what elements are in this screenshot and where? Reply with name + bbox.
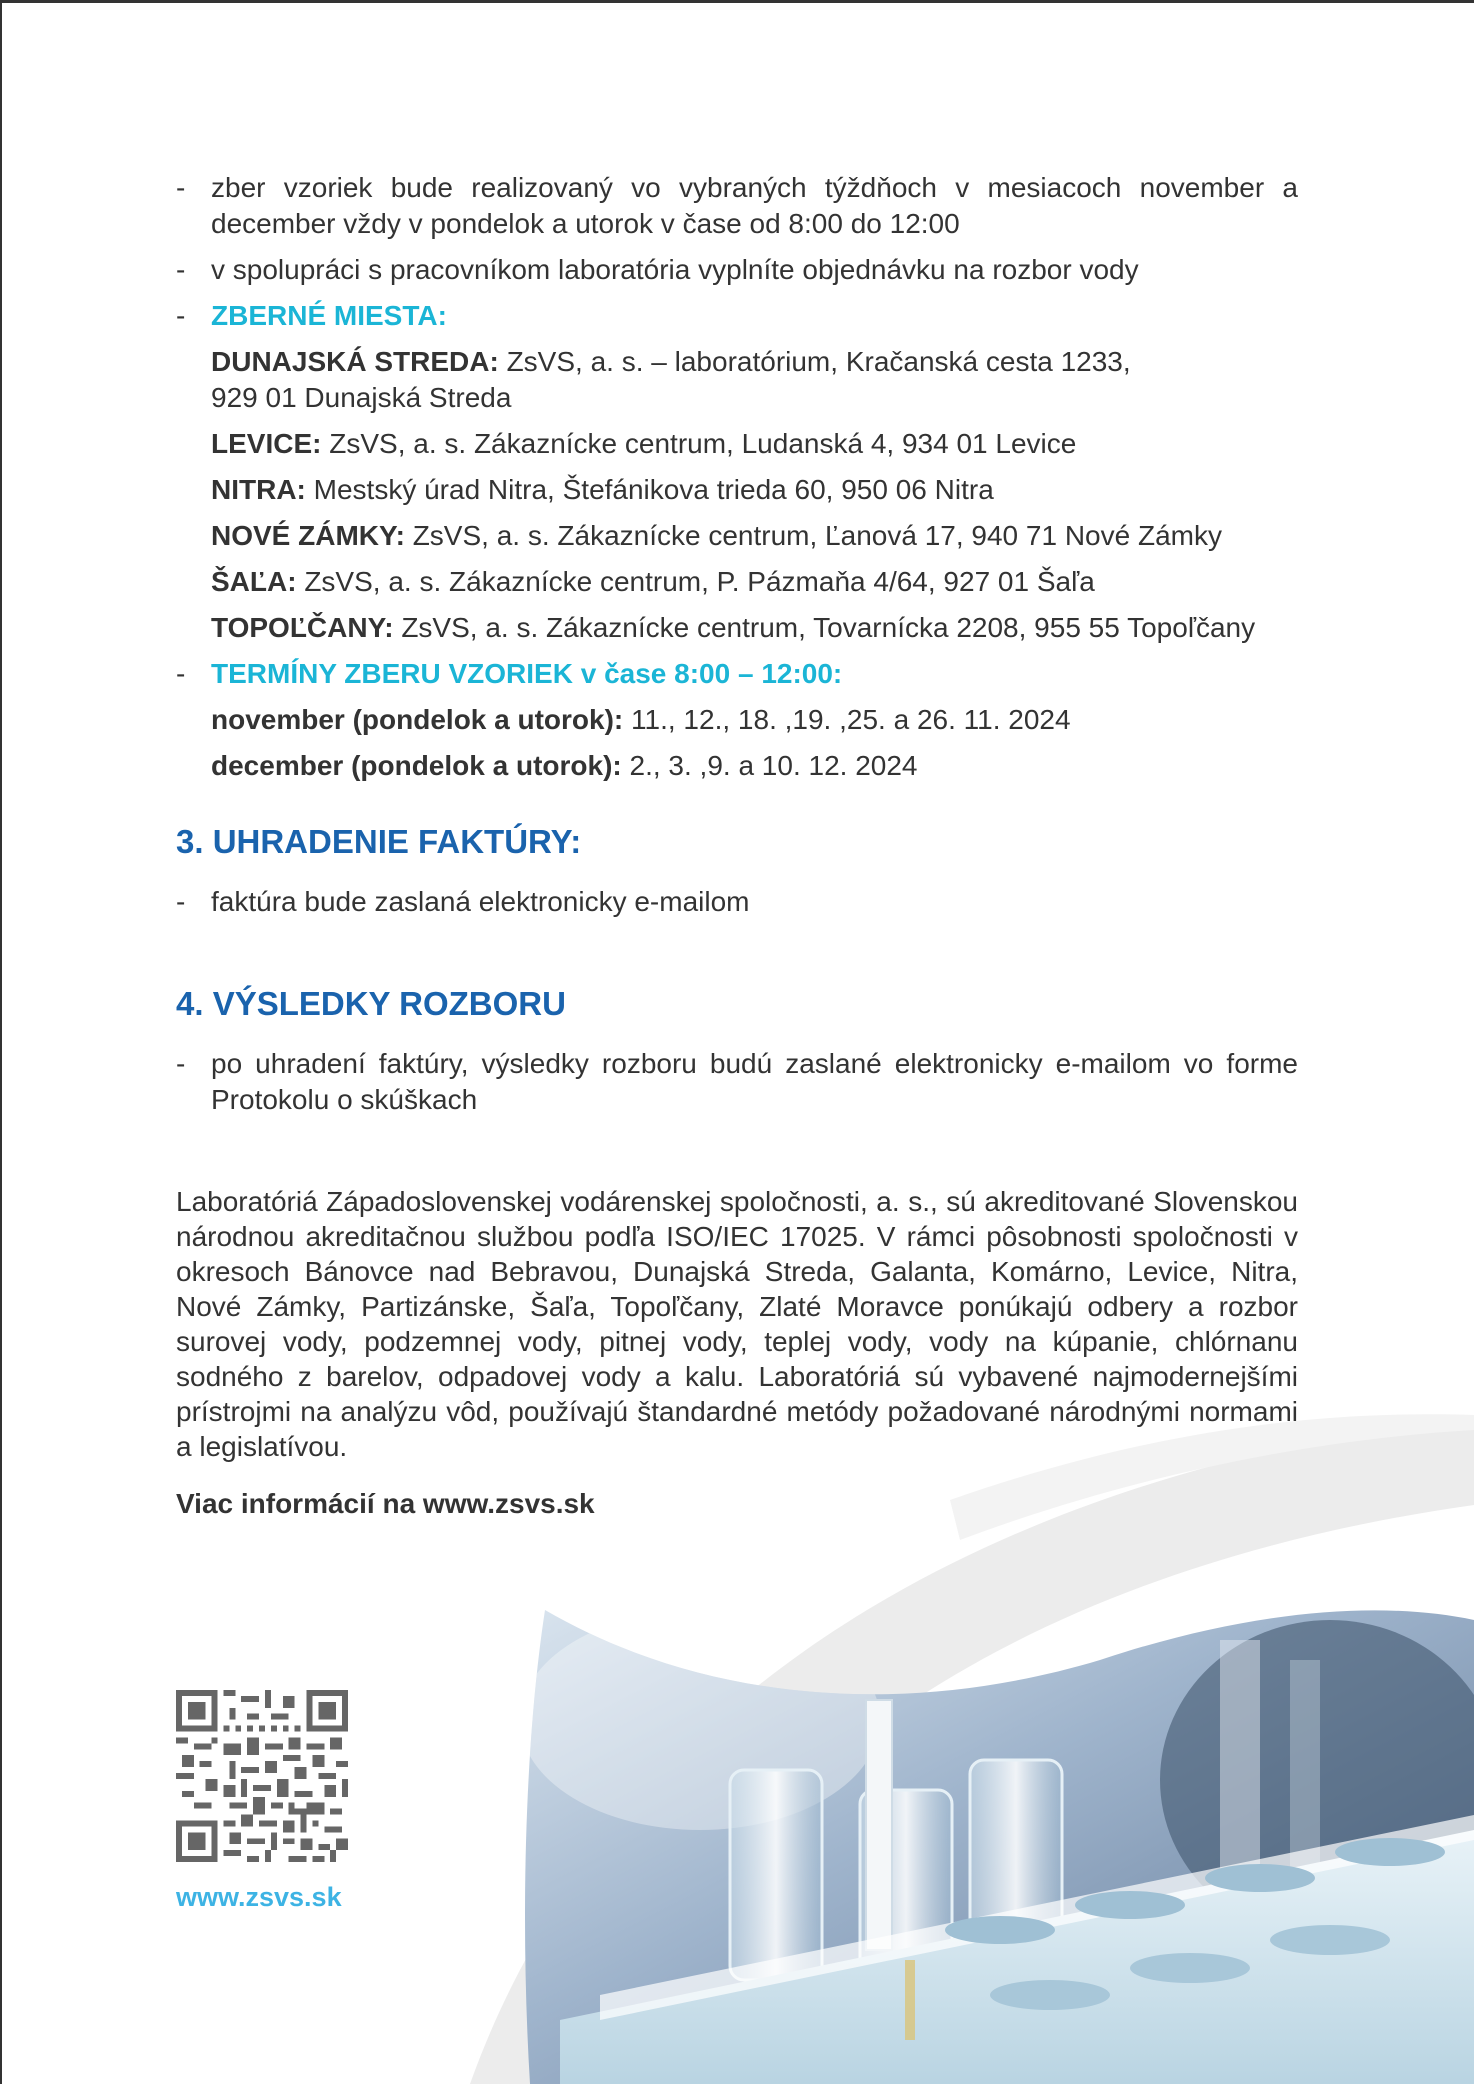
- list-item-text: po uhradení faktúry, výsledky rozboru budú zaslané elektronicky e-mailom vo forme Protokolu o skúškach: [211, 1048, 1298, 1115]
- dash: -: [176, 172, 186, 203]
- place-name: LEVICE:: [211, 428, 322, 459]
- place-address-line2: 929 01 Dunajská Streda: [211, 382, 512, 413]
- dash: -: [176, 1048, 186, 1079]
- terms-month: november (pondelok a utorok):: [211, 704, 624, 735]
- collection-place: [176, 426, 1298, 462]
- terms-heading: TERMÍNY ZBERU VZORIEK v čase 8:00 – 12:00:: [211, 658, 843, 689]
- section-4-title: 4. VÝSLEDKY ROZBORU: [176, 985, 566, 1022]
- collection-place: [176, 344, 1298, 416]
- list-item: [176, 884, 1298, 920]
- place-name: ŠAĽA:: [211, 566, 297, 597]
- terms-row: [176, 748, 1298, 784]
- main-content: [176, 170, 1298, 1522]
- place-address: Mestský úrad Nitra, Štefánikova trieda 60, 950 06 Nitra: [313, 474, 994, 505]
- collection-place: [176, 610, 1298, 646]
- dash: -: [176, 254, 186, 285]
- more-info-link[interactable]: Viac informácií na www.zsvs.sk: [176, 1488, 595, 1519]
- terms-month: december (pondelok a utorok):: [211, 750, 622, 781]
- place-address: ZsVS, a. s. Zákaznícke centrum, P. Pázmaňa 4/64, 927 01 Šaľa: [304, 566, 1095, 597]
- place-address: ZsVS, a. s. Zákaznícke centrum, Tovarnícka 2208, 955 55 Topoľčany: [401, 612, 1256, 643]
- collection-place: [176, 472, 1298, 508]
- lab-description-paragraph: Laboratóriá Západoslovenskej vodárenskej spoločnosti, a. s., sú akreditované Slovenskou národnou akreditačnou službou podľa ISO/IEC 17025. V rámci pôsobnosti spoločnosti v okresoch Bánovce nad Bebravou, Dunajská Streda, Galanta, Komárno, Levice, Nitra, Nové Zámky, Partizánske, Šaľa, Topoľčany, Zlaté Moravce ponúkajú odbery a rozbor surovej vody, podzemnej vody, pitnej vody, teplej vody, vody na kúpanie, chlórnanu sodného z barelov, odpadovej vody a kalu. Laboratóriá sú vybavené najmodernejšími prístrojmi na analýzu vôd, používajú štandardné metódy požadované národnými normami a legislatívou.: [176, 1186, 1298, 1462]
- list-item-text: zber vzoriek bude realizovaný vo vybraných týždňoch v mesiacoch november a december vždy v pondelok a utorok v čase od 8:00 do 12:00: [211, 172, 1298, 239]
- collection-place: [176, 518, 1298, 554]
- collection-heading-item: [176, 298, 1298, 334]
- collection-place: [176, 564, 1298, 600]
- place-name: NOVÉ ZÁMKY:: [211, 520, 405, 551]
- list-item-text: faktúra bude zaslaná elektronicky e-mailom: [211, 886, 750, 917]
- terms-heading-item: [176, 656, 1298, 692]
- place-name: TOPOĽČANY:: [211, 612, 394, 643]
- list-item-text: v spolupráci s pracovníkom laboratória vyplníte objednávku na rozbor vody: [211, 254, 1139, 285]
- collection-heading: ZBERNÉ MIESTA:: [211, 300, 447, 331]
- place-address: ZsVS, a. s. – laboratórium, Kračanská cesta 1233,: [506, 346, 1131, 377]
- place-name: DUNAJSKÁ STREDA:: [211, 346, 499, 377]
- qr-code-icon[interactable]: [176, 1690, 348, 1862]
- terms-row: [176, 702, 1298, 738]
- terms-dates: 2., 3. ,9. a 10. 12. 2024: [629, 750, 918, 781]
- terms-dates: 11., 12., 18. ,19. ,25. a 26. 11. 2024: [631, 704, 1071, 735]
- list-item: [176, 1046, 1298, 1118]
- dash: -: [176, 300, 186, 331]
- list-item: [176, 252, 1298, 288]
- dash: -: [176, 886, 186, 917]
- place-address: ZsVS, a. s. Zákaznícke centrum, Ludanská 4, 934 01 Levice: [329, 428, 1077, 459]
- dash: -: [176, 658, 186, 689]
- section-3-title: 3. UHRADENIE FAKTÚRY:: [176, 823, 582, 860]
- list-item: [176, 170, 1298, 242]
- place-name: NITRA:: [211, 474, 306, 505]
- website-link[interactable]: www.zsvs.sk: [176, 1882, 342, 1912]
- place-address: ZsVS, a. s. Zákaznícke centrum, Ľanová 17, 940 71 Nové Zámky: [412, 520, 1222, 551]
